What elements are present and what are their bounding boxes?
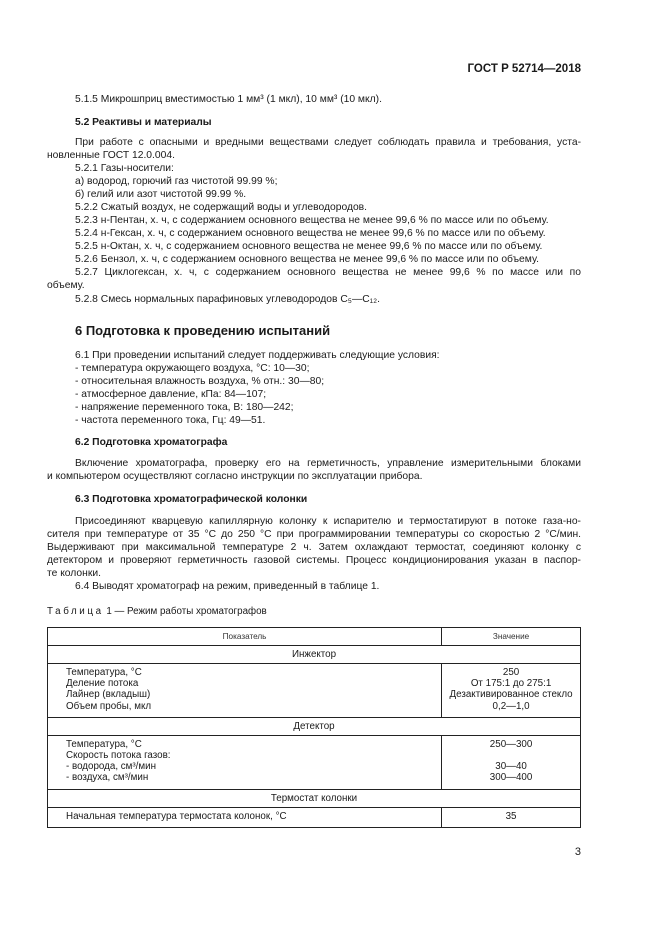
section-thermostat-title: Термостат колонки xyxy=(48,789,581,807)
page-number: 3 xyxy=(574,846,581,858)
item-6-4: 6.4 Выводят хроматограф на режим, приведенный в таблице 1. xyxy=(75,581,380,592)
item-5-2-1-b: б) гелий или азот чистотой 99.99 %. xyxy=(75,189,247,200)
condition-list-item: - относительная влажность воздуха, % отн.: 30—80; xyxy=(75,376,325,387)
section-5-2-intro-line2: новленные ГОСТ 12.0.004. xyxy=(47,150,175,161)
section-detector-title: Детектор xyxy=(48,717,581,735)
param-label: - воздуха, см³/мин xyxy=(66,772,149,784)
section-injector-title: Инжектор xyxy=(48,646,581,664)
section-5-2-intro-line1: При работе с опасными и вредными веществами следует соблюдать правила и требования, уста- xyxy=(75,137,581,148)
param-value: 300—400 xyxy=(489,772,533,784)
param-label: Лайнер (вкладыш) xyxy=(66,689,151,701)
value-cell xyxy=(442,664,581,718)
section-6-3-text-line1: Присоединяют кварцевую капиллярную колонку к испарителю и термостатируют в потоке газа-но- xyxy=(75,516,581,527)
item-5-2-7-line2: объему. xyxy=(47,280,85,291)
condition-list-item: - температура окружающего воздуха, °С: 10—30; xyxy=(75,363,310,374)
param-value: 30—40 xyxy=(495,761,527,773)
section-6-3-text-line2: сителя при температуре от 35 °С до 250 °С при программировании температуры со скоростью 2 °С/мин. xyxy=(47,529,581,540)
param-cell xyxy=(48,664,442,718)
item-5-2-7-line1: 5.2.7 Циклогексан, х. ч, с содержанием основного вещества не менее 99,6 % по массе или по xyxy=(75,267,581,278)
chromatograph-mode-table xyxy=(47,627,581,828)
section-6-title: 6 Подготовка к проведению испытаний xyxy=(75,323,331,338)
item-5-1-5: 5.1.5 Микрошприц вместимостью 1 мм³ (1 мкл), 10 мм³ (10 мкл). xyxy=(75,94,382,105)
condition-list-item: - атмосферное давление, кПа: 84—107; xyxy=(75,389,267,400)
param-label: Температура, °С xyxy=(66,667,142,678)
table-row xyxy=(48,664,581,718)
param-value xyxy=(444,750,578,761)
table-caption-title: 1 — Режим работы хроматографов xyxy=(106,606,267,617)
condition-list-item: - частота переменного тока, Гц: 49—51. xyxy=(75,415,266,426)
table-section-row xyxy=(48,646,581,664)
item-5-2-1-a: а) водород, горючий газ чистотой 99.99 %; xyxy=(75,176,278,187)
param-cell xyxy=(48,807,442,827)
document-code-header: ГОСТ Р 52714—2018 xyxy=(467,63,581,75)
item-5-2-3: 5.2.3 н-Пентан, х. ч, с содержанием основного вещества не менее 99,6 % по массе или по объему. xyxy=(75,215,549,226)
item-5-2-1: 5.2.1 Газы-носители: xyxy=(75,163,174,174)
section-5-2-title: 5.2 Реактивы и материалы xyxy=(75,117,212,128)
param-label: Скорость потока газов: xyxy=(66,750,171,762)
param-label: Объем пробы, мкл xyxy=(66,700,152,712)
param-value: 0,2—1,0 xyxy=(492,700,530,712)
item-5-2-6: 5.2.6 Бензол, х. ч, с содержанием основного вещества не менее 99,6 % по массе или по объему. xyxy=(75,254,539,265)
table-row xyxy=(48,735,581,789)
param-label: Деление потока xyxy=(66,678,139,690)
param-value: 35 xyxy=(505,810,517,822)
section-6-3-text-line4: детектором и проверяют герметичность газовой системы. Процесс кондиционирования указан в паспор- xyxy=(47,555,581,566)
param-cell xyxy=(48,735,442,789)
table-caption xyxy=(47,606,267,617)
section-6-3-text-line3: Выдерживают при максимальной температуре 2 ч. Затем охлаждают термостат, соединяют колонку с xyxy=(47,542,581,553)
table-section-row xyxy=(48,717,581,735)
section-6-2-title: 6.2 Подготовка хроматографа xyxy=(75,437,228,448)
column-header-parameter: Показатель xyxy=(48,628,442,646)
table-row xyxy=(48,807,581,827)
section-6-2-text-line2: и компьютером осуществляют согласно инструкции по эксплуатации прибора. xyxy=(47,471,423,482)
section-6-2-text-line1: Включение хроматографа, проверку его на герметичность, управление измерительными блоками xyxy=(75,458,581,469)
param-label: Начальная температура термостата колонок, °С xyxy=(66,810,287,822)
item-5-2-5: 5.2.5 н-Октан, х. ч, с содержанием основного вещества не менее 99,6 % по массе или по объему. xyxy=(75,241,543,252)
param-value: Дезактивированное стекло xyxy=(449,689,573,701)
condition-list-item: - напряжение переменного тока, В: 180—242; xyxy=(75,402,294,413)
value-cell xyxy=(442,735,581,789)
param-value: От 175:1 до 275:1 xyxy=(470,678,552,690)
param-value: 250—300 xyxy=(489,738,533,750)
table-section-row xyxy=(48,789,581,807)
section-6-3-title: 6.3 Подготовка хроматографической колонки xyxy=(75,494,308,505)
param-label: - водорода, см³/мин xyxy=(66,761,157,773)
item-5-2-4: 5.2.4 н-Гексан, х. ч, с содержанием основного вещества не менее 99,6 % по массе или по объему. xyxy=(75,228,546,239)
param-value: 250 xyxy=(502,667,520,678)
param-label: Температура, °С xyxy=(66,738,142,750)
table-header-row xyxy=(48,628,581,646)
table-caption-word: Таблица xyxy=(47,606,104,617)
value-cell xyxy=(442,807,581,827)
column-header-value: Значение xyxy=(442,628,581,646)
item-6-1: 6.1 При проведении испытаний следует поддерживать следующие условия: xyxy=(75,350,440,361)
section-6-3-text-line5: те колонки. xyxy=(47,568,101,579)
item-5-2-2: 5.2.2 Сжатый воздух, не содержащий воды и углеводородов. xyxy=(75,202,368,213)
item-5-2-8: 5.2.8 Смесь нормальных парафиновых углеводородов C₅—C₁₂. xyxy=(75,294,381,305)
